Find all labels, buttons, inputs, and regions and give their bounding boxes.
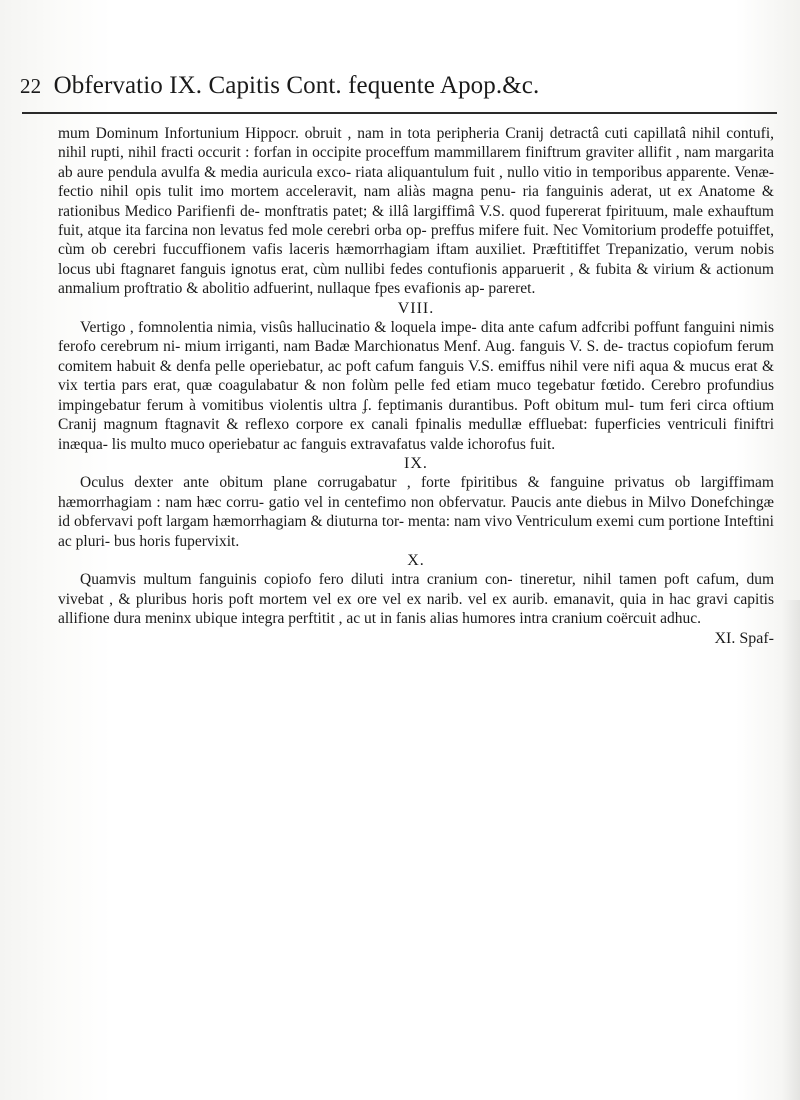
paragraph-x: Quamvis multum fanguinis copiofo fero diluti intra cranium con- tineretur, nihil tamen poft cafum, dum vivebat , & pluribus horis poft mortem vel ex ore vel ex narib. vel ex aurib. emanavit, quia in hac gravi capitis allifione dura meninx ubique integra perftitit , ac ut in fanis alias humores intra cranium coërcuit adhuc.: [58, 571, 774, 628]
section-numeral-ix: IX.: [404, 454, 428, 472]
page-number: 22: [20, 74, 42, 98]
page-edge-shadow: [782, 600, 800, 1100]
section-numeral-viii: VIII.: [397, 299, 435, 317]
paragraph-viii: Vertigo , fomnolentia nimia, visûs hallucinatio & loquela impe- dita ante cafum adfcribi poffunt fanguini nimis ferofo cerebrum ni- mium irriganti, nam Badæ Marchionatus Menf. Aug. fanguis V. S. de- tractus copiofum ferum comitem habuit & denfa pelle operiebatur, ac poft cafum fanguis V.S. emiffus nihil vere nifi aqua & mucus erat & vix tertia pars erat, quæ coagulabatur & non folùm pelle fed etiam muco tegebatur fœtido. Cerebro profundius impingebatur ferum à vomitibus violentis ultra ʄ. feptimanis durantibus. Poft obitum mul- tum feri circa oftium Cranij magnum ftagnavit & reflexo corpore ex canali fpinalis medullæ effluebat: fuperficies ventriculi finiftri inæqua- lis multo muco operiebatur ac fanguis extravafatus valde ichorofus fuit.: [58, 319, 774, 453]
paragraph-ix: Oculus dexter ante obitum plane corrugabatur , forte fpiritibus & fanguine privatus ob largiffimam hæmorrhagiam : nam hæc corru- gatio vel in centefimo non obfervatur. Paucis ante diebus in Milvo Donefchingæ id obfervavi poft largam hæmorrhagiam & diuturna tor- menta: nam vivo Ventriculum exemi cum portione Inteftini ac pluri- bus horis fupervixit.: [58, 474, 774, 550]
section-numeral-x: X.: [407, 551, 425, 569]
catchword: XI. Spaf-: [714, 629, 774, 647]
paragraph-continuation: mum Dominum Infortunium Hippocr. obruit , nam in tota peripheria Cranij detractâ cuti capillatâ nihil contufi, nihil rupti, nihil fracti occurit : forfan in occipite proceffum mammillarem finiftrum graviter allifit , nam margarita ab aure pendula avulfa & media auricula exco- riata aliquantulum fuit , nullo vitio in temporibus apparente. Venæ- fectio nihil opis tulit imo mortem acceleravit, nam aliàs magna penu- ria fanguinis aderat, ut ex Anatome & rationibus Medico Parifienfi de- monftratis patet; & illâ largiffimâ V.S. quod fupererat fpirituum, male exhauftum fuit, atque ita farcina non levatus fed mole cerebri orba op- preffus mifere fuit. Nec Vomitorium prodeffe potuiffet, cùm ob cerebri fuccuffionem vafis laceris hæmorrhagiam iftam auxiliet. Præftitiffet Trepanizatio, verum nobis locus ubi ftagnaret fanguis ignotus erat, cùm nullibi fedes contufionis apparuerit , & fubita & virium & actionum anmalium proftratio & abolitio adfuerint, nullaque fpes evafionis ap- pareret.: [58, 125, 774, 298]
running-title: Obfervatio IX. Capitis Cont. fequente Apop.&c.: [53, 72, 540, 99]
header-rule: [22, 112, 777, 114]
body-text: [58, 124, 774, 649]
running-header: [20, 72, 780, 108]
